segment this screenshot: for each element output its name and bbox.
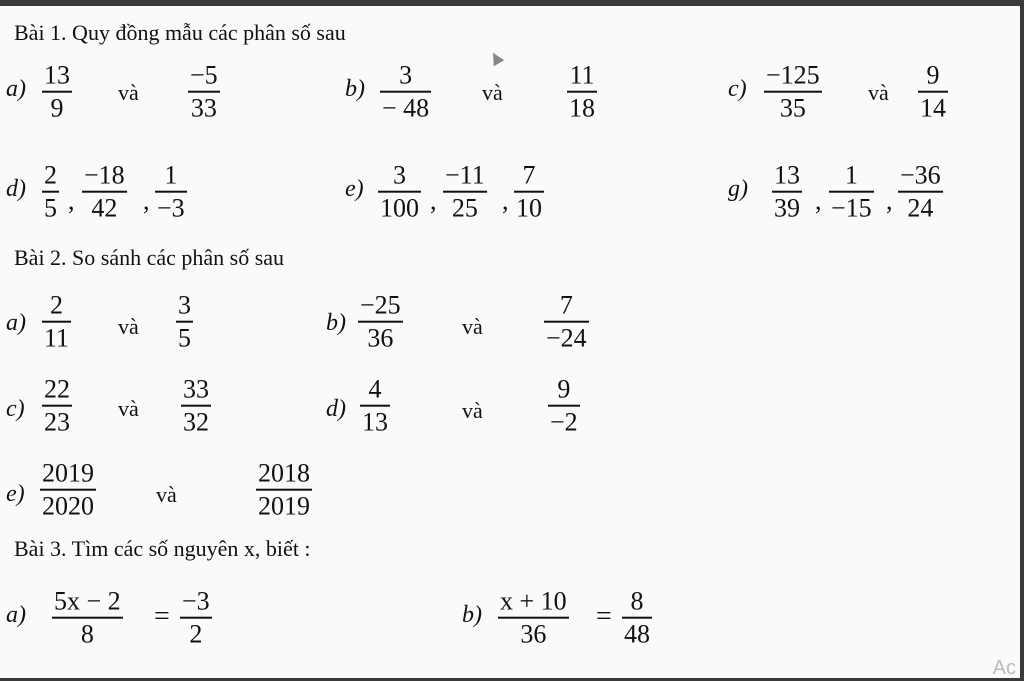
fraction-1g-first: 13 39: [774, 160, 800, 223]
label-1a: a): [6, 76, 26, 102]
fraction-1d-second: −18 42: [84, 160, 125, 223]
fraction-1d-first: 2 5: [44, 160, 57, 223]
fraction-2d-second: 9 −2: [550, 374, 578, 437]
worksheet-page: [0, 6, 1020, 678]
fraction-2e-second: 2018 2019: [258, 458, 310, 521]
fraction-1c-first: −125 35: [766, 60, 820, 123]
fraction-1a-second: −5 33: [190, 60, 218, 123]
fraction-1a-first: 13 9: [44, 60, 70, 123]
fraction-1e-third: 7 10: [516, 160, 542, 223]
fraction-1e-first: 3 100: [380, 160, 419, 223]
equation-3a-right-fraction: −3 2: [182, 586, 210, 649]
comma: ,: [886, 186, 893, 215]
and-text: và: [118, 396, 139, 421]
equation-3b-left-fraction: x + 10 36: [500, 586, 567, 649]
label-3b: b): [462, 602, 482, 628]
exercise-1-title: Bài 1. Quy đồng mẫu các phân số sau: [14, 20, 346, 45]
and-text: và: [156, 482, 177, 507]
equation-3b-right-fraction: 8 48: [624, 586, 650, 649]
fraction-2a-second: 3 5: [178, 290, 191, 353]
and-text: và: [868, 80, 889, 105]
fraction-1b-first: 3 − 48: [382, 60, 430, 123]
and-text: và: [462, 398, 483, 423]
corner-watermark-text: Ac: [992, 657, 1016, 678]
fraction-1g-third: −36 24: [900, 160, 941, 223]
label-2b: b): [326, 310, 346, 336]
fraction-1c-second: 9 14: [920, 60, 946, 123]
fraction-2c-second: 33 32: [183, 374, 209, 437]
label-2a: a): [6, 310, 26, 336]
fraction-2b-first: −25 36: [360, 290, 401, 353]
fraction-1b-second: 11 18: [569, 60, 595, 123]
fraction-1d-third: 1 −3: [157, 160, 185, 223]
mouse-cursor-icon: [488, 50, 504, 66]
comma: ,: [143, 186, 150, 215]
equals-sign: =: [154, 601, 170, 632]
label-3a: a): [6, 602, 26, 628]
label-2e: e): [6, 481, 25, 507]
label-2d: d): [326, 396, 346, 422]
and-text: và: [482, 80, 503, 105]
comma: ,: [815, 186, 822, 215]
label-1e: e): [345, 176, 364, 202]
and-text: và: [118, 80, 139, 105]
fraction-1e-second: −11 25: [445, 160, 485, 223]
fraction-2e-first: 2019 2020: [42, 458, 94, 521]
exercise-3-title: Bài 3. Tìm các số nguyên x, biết :: [14, 536, 311, 561]
exercise-2-title: Bài 2. So sánh các phân số sau: [14, 245, 285, 270]
fraction-2a-first: 2 11: [44, 290, 70, 353]
comma: ,: [502, 186, 509, 215]
label-1b: b): [345, 76, 365, 102]
comma: ,: [430, 186, 437, 215]
fraction-2b-second: 7 −24: [546, 290, 587, 353]
label-2c: c): [6, 396, 25, 422]
fraction-2d-first: 4 13: [362, 374, 388, 437]
comma: ,: [68, 186, 75, 215]
equation-3a-left-fraction: 5x − 2 8: [54, 586, 121, 649]
fraction-1g-second: 1 −15: [831, 160, 872, 223]
equals-sign: =: [596, 601, 612, 632]
and-text: và: [118, 314, 139, 339]
and-text: và: [462, 314, 483, 339]
label-1d: d): [6, 176, 26, 202]
label-1c: c): [728, 76, 747, 102]
fraction-2c-first: 22 23: [44, 374, 70, 437]
label-1g: g): [728, 176, 748, 202]
